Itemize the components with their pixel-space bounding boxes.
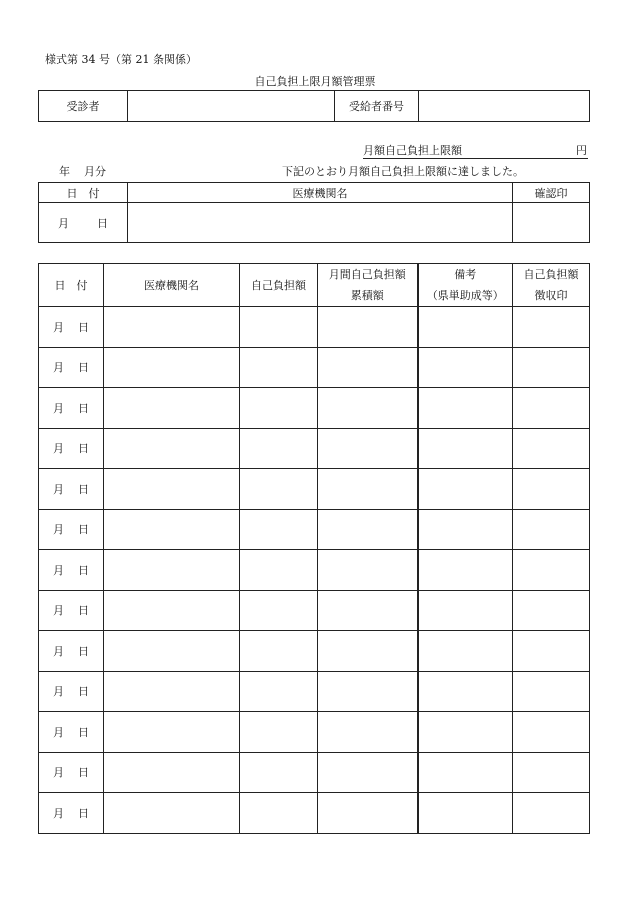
row-date-cell[interactable] bbox=[39, 793, 104, 834]
day-label: 日 bbox=[78, 806, 89, 820]
copay-header: 自己負担額 bbox=[240, 264, 318, 307]
row-remarks-cell[interactable] bbox=[418, 712, 513, 753]
day-label: 日 bbox=[78, 523, 89, 537]
table-row bbox=[39, 388, 590, 429]
row-cumulative-cell[interactable] bbox=[318, 590, 418, 631]
month-label: 月 bbox=[53, 563, 64, 577]
month-label: 月 bbox=[53, 320, 64, 334]
row-cumulative-cell[interactable] bbox=[318, 631, 418, 672]
month-label: 月 bbox=[53, 604, 64, 618]
facility-header: 医療機関名 bbox=[104, 264, 240, 307]
confirmation-table bbox=[38, 182, 590, 243]
row-cumulative-cell[interactable] bbox=[318, 712, 418, 753]
table-row bbox=[39, 307, 590, 348]
form-number: 様式第 34 号（第 21 条関係） bbox=[45, 53, 197, 66]
row-copay-cell[interactable] bbox=[240, 752, 318, 793]
row-facility-cell[interactable] bbox=[104, 509, 240, 550]
table-row bbox=[39, 752, 590, 793]
row-cumulative-cell[interactable] bbox=[318, 793, 418, 834]
row-facility-cell[interactable] bbox=[104, 631, 240, 672]
row-remarks-cell[interactable] bbox=[418, 469, 513, 510]
row-stamp-cell[interactable] bbox=[513, 469, 590, 510]
row-remarks-cell[interactable] bbox=[418, 347, 513, 388]
row-facility-cell[interactable] bbox=[104, 590, 240, 631]
month-label: 月 bbox=[53, 442, 64, 456]
row-date-cell[interactable] bbox=[39, 752, 104, 793]
row-date-cell[interactable] bbox=[39, 307, 104, 348]
date-header: 日 付 bbox=[39, 264, 104, 307]
record-rows bbox=[39, 307, 590, 834]
row-date-cell[interactable] bbox=[39, 550, 104, 591]
day-label: 日 bbox=[78, 604, 89, 618]
table-row bbox=[39, 712, 590, 753]
month-label: 月 bbox=[53, 361, 64, 375]
month-label: 月 bbox=[53, 482, 64, 496]
day-label: 日 bbox=[78, 361, 89, 375]
row-stamp-cell[interactable] bbox=[513, 550, 590, 591]
year-label: 年 bbox=[59, 165, 70, 178]
month-label: 月分 bbox=[84, 165, 106, 178]
row-date-cell[interactable] bbox=[39, 469, 104, 510]
row-remarks-cell[interactable] bbox=[418, 793, 513, 834]
row-date-cell[interactable] bbox=[39, 428, 104, 469]
remarks-header-line2: （県単助成等） bbox=[426, 289, 504, 302]
month-label: 月 bbox=[53, 401, 64, 415]
month-label: 月 bbox=[53, 806, 64, 820]
table-row bbox=[39, 428, 590, 469]
row-copay-cell[interactable] bbox=[240, 671, 318, 712]
remarks-header-line1: 備考 bbox=[454, 268, 477, 281]
row-cumulative-cell[interactable] bbox=[318, 509, 418, 550]
month-label: 月 bbox=[53, 644, 64, 658]
day-label: 日 bbox=[78, 482, 89, 496]
row-facility-cell[interactable] bbox=[104, 793, 240, 834]
row-stamp-cell[interactable] bbox=[513, 712, 590, 753]
stamp-header-line1: 自己負担額 bbox=[523, 268, 579, 281]
row-remarks-cell[interactable] bbox=[418, 509, 513, 550]
cumulative-header bbox=[318, 264, 418, 307]
row-stamp-cell[interactable] bbox=[513, 428, 590, 469]
month-label: 月 bbox=[53, 685, 64, 699]
row-date-cell[interactable] bbox=[39, 671, 104, 712]
row-remarks-cell[interactable] bbox=[418, 388, 513, 429]
row-stamp-cell[interactable] bbox=[513, 671, 590, 712]
row-cumulative-cell[interactable] bbox=[318, 469, 418, 510]
row-stamp-cell[interactable] bbox=[513, 631, 590, 672]
recipient-number-label: 受給者番号 bbox=[335, 91, 419, 122]
day-label: 日 bbox=[78, 320, 89, 334]
patient-label: 受診者 bbox=[39, 91, 128, 122]
table-row bbox=[39, 631, 590, 672]
row-remarks-cell[interactable] bbox=[418, 428, 513, 469]
row-date-cell[interactable] bbox=[39, 509, 104, 550]
confirm-facility-header: 医療機関名 bbox=[128, 183, 513, 203]
row-stamp-cell[interactable] bbox=[513, 590, 590, 631]
row-stamp-cell[interactable] bbox=[513, 752, 590, 793]
row-stamp-cell[interactable] bbox=[513, 793, 590, 834]
table-row bbox=[39, 590, 590, 631]
row-stamp-cell[interactable] bbox=[513, 307, 590, 348]
row-copay-cell[interactable] bbox=[240, 550, 318, 591]
day-label: 日 bbox=[78, 442, 89, 456]
row-remarks-cell[interactable] bbox=[418, 550, 513, 591]
monthly-cap-label: 月額自己負担上限額 bbox=[363, 144, 462, 157]
copay-record-table bbox=[38, 263, 590, 834]
cumulative-header-line1: 月間自己負担額 bbox=[328, 268, 406, 281]
row-copay-cell[interactable] bbox=[240, 590, 318, 631]
row-remarks-cell[interactable] bbox=[418, 671, 513, 712]
day-label: 日 bbox=[97, 216, 108, 230]
cumulative-header-line2: 累積額 bbox=[350, 289, 384, 302]
row-facility-cell[interactable] bbox=[104, 550, 240, 591]
row-cumulative-cell[interactable] bbox=[318, 550, 418, 591]
day-label: 日 bbox=[78, 725, 89, 739]
table-row bbox=[39, 469, 590, 510]
row-cumulative-cell[interactable] bbox=[318, 752, 418, 793]
row-facility-cell[interactable] bbox=[104, 347, 240, 388]
stamp-header bbox=[513, 264, 590, 307]
confirm-stamp-cell[interactable] bbox=[513, 203, 590, 243]
day-label: 日 bbox=[78, 685, 89, 699]
row-remarks-cell[interactable] bbox=[418, 631, 513, 672]
recipient-number-field[interactable] bbox=[419, 91, 590, 122]
confirm-date-header: 日 付 bbox=[39, 183, 128, 203]
row-copay-cell[interactable] bbox=[240, 793, 318, 834]
patient-table bbox=[38, 90, 590, 122]
day-label: 日 bbox=[78, 401, 89, 415]
month-label: 月 bbox=[53, 725, 64, 739]
row-copay-cell[interactable] bbox=[240, 712, 318, 753]
row-copay-cell[interactable] bbox=[240, 631, 318, 672]
confirm-stamp-header: 確認印 bbox=[513, 183, 590, 203]
table-row bbox=[39, 793, 590, 834]
remarks-header bbox=[418, 264, 513, 307]
row-facility-cell[interactable] bbox=[104, 388, 240, 429]
row-cumulative-cell[interactable] bbox=[318, 307, 418, 348]
month-label: 月 bbox=[53, 523, 64, 537]
day-label: 日 bbox=[78, 766, 89, 780]
row-stamp-cell[interactable] bbox=[513, 388, 590, 429]
row-facility-cell[interactable] bbox=[104, 428, 240, 469]
row-facility-cell[interactable] bbox=[104, 752, 240, 793]
table-row bbox=[39, 347, 590, 388]
reached-notice: 下記のとおり月額自己負担上限額に達しました。 bbox=[282, 165, 524, 178]
row-facility-cell[interactable] bbox=[104, 469, 240, 510]
row-remarks-cell[interactable] bbox=[418, 590, 513, 631]
row-facility-cell[interactable] bbox=[104, 307, 240, 348]
row-date-cell[interactable] bbox=[39, 388, 104, 429]
row-facility-cell[interactable] bbox=[104, 671, 240, 712]
table-row bbox=[39, 671, 590, 712]
patient-field[interactable] bbox=[128, 91, 335, 122]
row-copay-cell[interactable] bbox=[240, 388, 318, 429]
monthly-cap-underline bbox=[363, 158, 588, 159]
row-copay-cell[interactable] bbox=[240, 509, 318, 550]
row-cumulative-cell[interactable] bbox=[318, 428, 418, 469]
row-stamp-cell[interactable] bbox=[513, 509, 590, 550]
table-row bbox=[39, 509, 590, 550]
confirm-date-cell[interactable] bbox=[39, 203, 128, 243]
day-label: 日 bbox=[78, 563, 89, 577]
page-title: 自己負担上限月額管理票 bbox=[254, 75, 376, 88]
row-date-cell[interactable] bbox=[39, 590, 104, 631]
row-date-cell[interactable] bbox=[39, 712, 104, 753]
stamp-header-line2: 徴収印 bbox=[534, 289, 568, 302]
month-label: 月 bbox=[58, 216, 69, 230]
day-label: 日 bbox=[78, 644, 89, 658]
row-copay-cell[interactable] bbox=[240, 307, 318, 348]
table-row bbox=[39, 550, 590, 591]
row-cumulative-cell[interactable] bbox=[318, 671, 418, 712]
row-remarks-cell[interactable] bbox=[418, 307, 513, 348]
year-month bbox=[59, 166, 106, 177]
row-cumulative-cell[interactable] bbox=[318, 388, 418, 429]
yen-unit: 円 bbox=[576, 144, 587, 157]
row-remarks-cell[interactable] bbox=[418, 752, 513, 793]
confirm-facility-cell[interactable] bbox=[128, 203, 513, 243]
row-copay-cell[interactable] bbox=[240, 469, 318, 510]
row-facility-cell[interactable] bbox=[104, 712, 240, 753]
row-stamp-cell[interactable] bbox=[513, 347, 590, 388]
row-cumulative-cell[interactable] bbox=[318, 347, 418, 388]
row-date-cell[interactable] bbox=[39, 631, 104, 672]
row-copay-cell[interactable] bbox=[240, 428, 318, 469]
month-label: 月 bbox=[53, 766, 64, 780]
row-copay-cell[interactable] bbox=[240, 347, 318, 388]
row-date-cell[interactable] bbox=[39, 347, 104, 388]
